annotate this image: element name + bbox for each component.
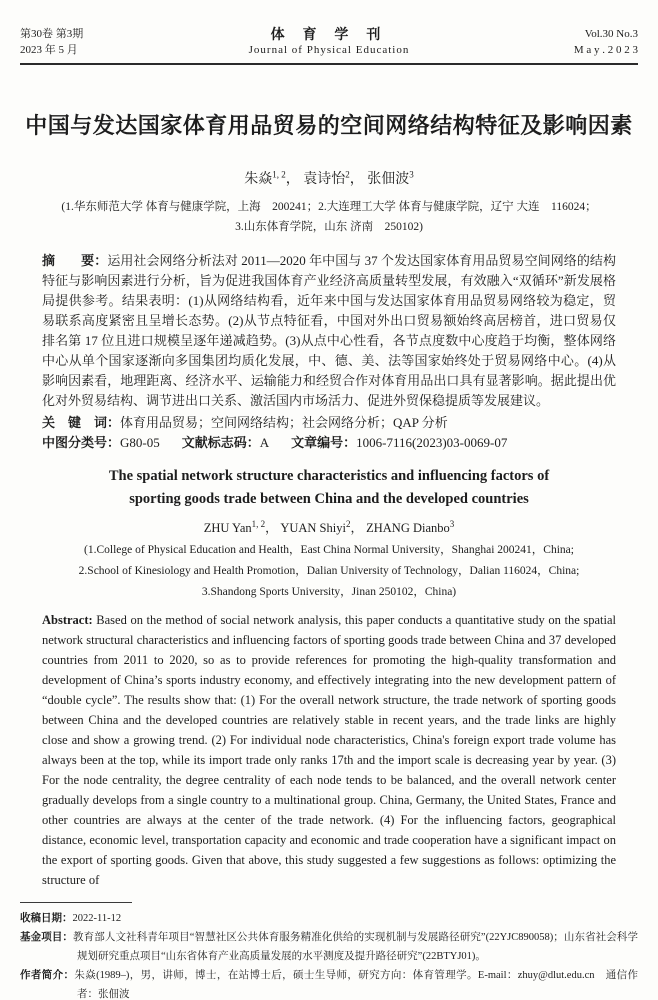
article-no-label: 文章编号： — [291, 434, 357, 450]
received-date-value: 2022-11-12 — [72, 912, 122, 924]
doc-code-label: 文献标志码： — [181, 434, 260, 450]
date-zh: 2023 年 5 月 — [20, 44, 78, 56]
abstract-zh-text: 运用社会网络分析法对 2011—2020 年中国与 37 个发达国家体育用品贸易空间网络的结构特征与影响因素进行分析，旨为促进我国体育产业经济高质量转型发展，有效融入“双循环”新发展格局提供参考。结果表明：(1)从网络结构看，近年来中国与发达国家体育用品贸易网络较为稳定，贸易联系高度紧密且呈增长态势。(2)从节点特征看，中国对外出口贸易额始终高居榜首，进口贸易仅排名第 17 位且进口规模呈逐年递减趋势。(3)从点中心性看，各节点度数中心度趋于均衡，整体网络中心从单个国家逐渐向多国集团均质化发展，中、德、美、法等国家始终处于贸易网络中心。(4)从影响因素看，地理距离、经济水平、运输能力和经贸合作对体育用品出口具有显著影响。据此提出优化对外贸易结构、调节进出口关系、激活国内市场活力、促进外贸保稳提质等发展建议。 — [42, 252, 616, 408]
author-zh-1 — [244, 169, 300, 187]
date-en: M a y . 2 0 2 3 — [573, 44, 638, 56]
author-separator: ， — [265, 520, 278, 535]
fund-project-line — [20, 928, 638, 966]
article-title-en-line1: The spatial network structure characteristics and influencing factors of — [108, 467, 550, 484]
journal-name — [170, 26, 488, 58]
classification-line — [42, 433, 616, 453]
abstract-en-text: Based on the method of social network analysis, this paper conducts a quantitative study on the spatial network structural characteristics and influencing factors of sporting goods trade between China and 37 developed countries from 2011 to 2020, so as to provide references for promoting the high-quality transformation and development of China’s sports industry economy, and effectively integrating into the new development pattern of “double cycle”. The results show that: (1) For the overall network structure, the trade network of sporting goods between China and the developed countries are relatively stable in recent years, and the trade links are highly close and show a growing trend. (2) For individual node characteristics, China's foreign export trade volume has always been at the top, while its import trade only ranks 17th and the import scale is decreasing year by year. (3) For the node centrality, the degree centrality of each node tends to be balanced, and the overall network center gradually develops from a single country to a multinational group. China, Germany, the United States, France and other countries are always at the center of the trade network. (4) For the influencing factors, geographical distance, economic level, transportation capacity and economic and trade cooperation have a significant impact on the export of sporting goods. Given that above, this study suggested a few suggestions as follows: optimizing the structure of — [42, 612, 616, 887]
journal-name-zh: 体 育 学 刊 — [270, 26, 388, 42]
keywords-label: 关 键 词： — [42, 414, 121, 430]
footnote-block — [20, 909, 638, 1000]
authors-zh — [20, 165, 638, 189]
affiliation-en-line1: (1.College of Physical Education and Health，East China Normal University，Shanghai 200241，China; — [84, 543, 574, 556]
author-affil-sup: 2 — [345, 518, 351, 529]
affiliation-zh-line1: (1.华东师范大学 体育与健康学院，上海 200241；2.大连理工大学 体育与健康学院，辽宁 大连 116024； — [61, 200, 597, 213]
abstract-en-label: Abstract: — [42, 612, 93, 627]
author-name: 张佃波 — [367, 171, 410, 187]
author-zh-3 — [367, 169, 414, 187]
affiliation-en-line3: 3.Shandong Sports University，Jinan 250102，China) — [201, 585, 457, 598]
keywords-zh — [42, 413, 616, 433]
volume-issue-en: Vol.30 No.3 — [584, 28, 638, 40]
received-date-label: 收稿日期： — [20, 912, 73, 924]
article-no-value: 1006-7116(2023)03-0069-07 — [356, 434, 508, 450]
clc-value: G80-05 — [120, 434, 160, 450]
author-separator: ， — [350, 520, 363, 535]
header-volume-issue-en — [488, 26, 638, 58]
journal-header — [20, 26, 638, 65]
authors-en — [20, 515, 638, 537]
abstract-zh — [42, 251, 616, 411]
author-affil-sup: 3 — [449, 518, 455, 529]
author-affil-sup: 1, 2 — [251, 518, 266, 529]
fund-project-label: 基金项目： — [20, 931, 74, 943]
abstract-en — [42, 610, 616, 890]
article-title-en — [20, 465, 638, 511]
author-separator: ， — [285, 171, 300, 187]
footnote-divider — [20, 902, 132, 903]
affiliations-en — [20, 540, 638, 603]
author-affil-sup: 1, 2 — [272, 169, 286, 179]
author-affil-sup: 3 — [409, 169, 414, 179]
author-name: 袁诗怡 — [303, 171, 346, 187]
author-en-3 — [366, 518, 455, 535]
author-name: ZHANG Dianbo — [366, 520, 450, 535]
article-title-zh: 中国与发达国家体育用品贸易的空间网络结构特征及影响因素 — [25, 113, 633, 138]
author-name: ZHU Yan — [203, 520, 252, 535]
keywords-text: 体育用品贸易；空间网络结构；社会网络分析；QAP 分析 — [120, 414, 448, 430]
author-bio-value: 朱焱(1989–)，男，讲师，博士，在站博士后，硕士生导师，研究方向：体育管理学。E-mail：zhuy@dlut.edu.cn 通信作者：张佃波 — [74, 969, 638, 1000]
author-name: 朱焱 — [244, 171, 273, 187]
affiliation-zh-line2: 3.山东体育学院，山东 济南 250102) — [235, 220, 423, 233]
abstract-zh-label: 摘 要： — [42, 252, 108, 268]
author-en-2 — [280, 518, 363, 535]
author-separator: ， — [349, 171, 364, 187]
author-bio-label: 作者简介： — [20, 969, 75, 981]
affiliations-zh — [20, 197, 638, 237]
article-title-en-line2: sporting goods trade between China and the developed countries — [129, 490, 529, 507]
author-affil-sup: 2 — [345, 169, 350, 179]
author-zh-2 — [303, 169, 364, 187]
journal-name-en: Journal of Physical Education — [248, 44, 410, 56]
author-name: YUAN Shiyi — [280, 520, 346, 535]
header-volume-issue — [20, 26, 170, 58]
affiliation-en-line2: 2.School of Kinesiology and Health Promotion，Dalian University of Technology，Dalian 116024，China; — [78, 564, 580, 577]
clc-label: 中图分类号： — [42, 434, 121, 450]
doc-code-value: A — [259, 434, 270, 450]
author-en-1 — [203, 518, 278, 535]
received-date-line — [20, 909, 638, 928]
volume-issue-zh: 第30卷 第3期 — [20, 28, 84, 40]
fund-project-value: 教育部人文社科青年项目“智慧社区公共体育服务精准化供给的实现机制与发展路径研究”(22YJC890058)；山东省社会科学规划研究重点项目“山东省体育产业高质量发展的水平测度及提升路径研究”(22BTYJ01)。 — [73, 931, 639, 962]
author-bio-line — [20, 966, 638, 1000]
